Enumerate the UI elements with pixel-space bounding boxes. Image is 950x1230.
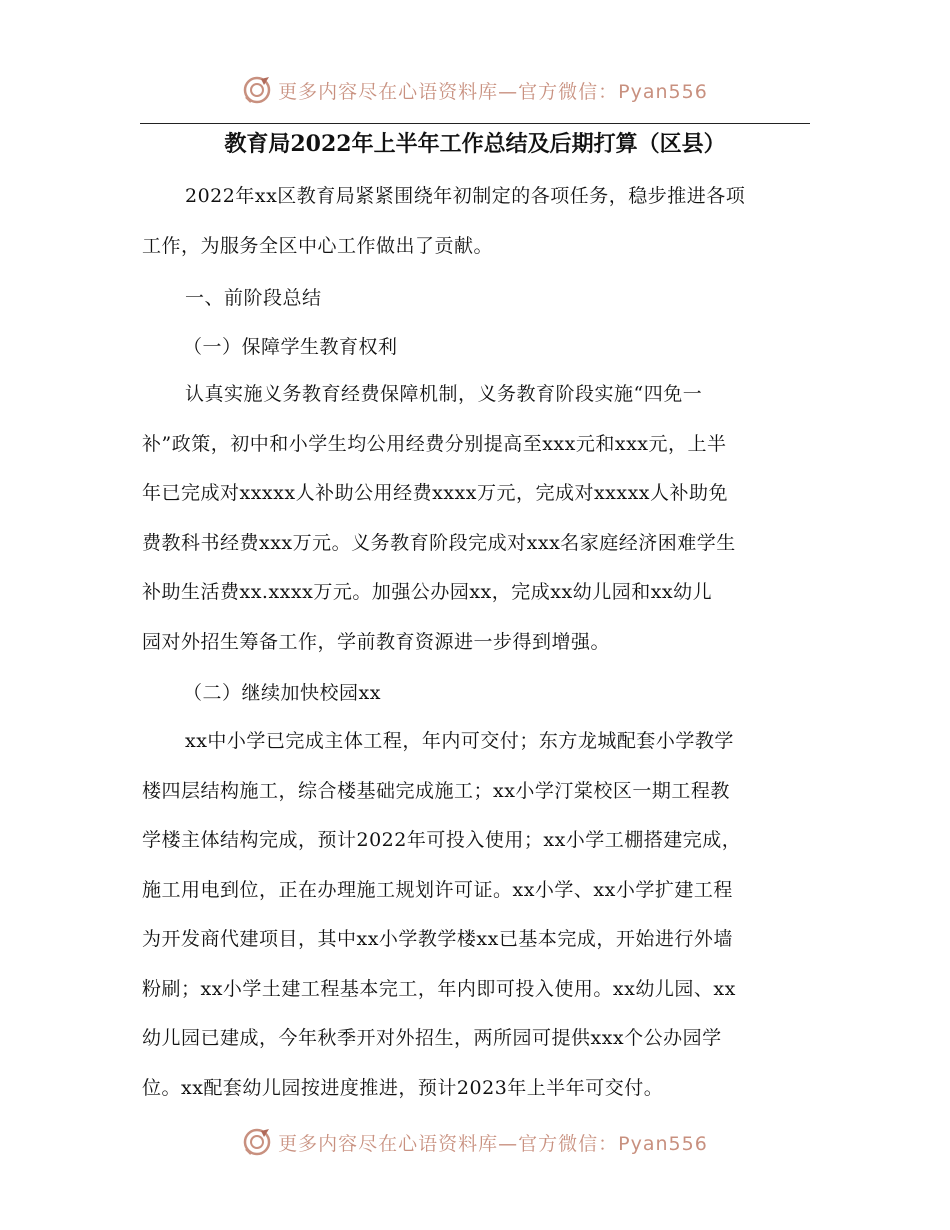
- footer-banner-text: 更多内容尽在心语资料库—官方微信：Pyan556: [278, 1132, 708, 1155]
- footer-banner: [0, 1122, 950, 1162]
- subsection-2-paragraph: [142, 717, 812, 1113]
- text-line: 工作，为服务全区中心工作做出了贡献。: [142, 234, 494, 257]
- text-line: 园对外招生筹备工作，学前教育资源进一步得到增强。: [142, 630, 611, 653]
- document-title: 教育局2022年上半年工作总结及后期打算（区县）: [224, 131, 726, 157]
- text-line: 位。xx配套幼儿园按进度推进，预计2023年上半年可交付。: [142, 1076, 664, 1099]
- header-banner-text: 更多内容尽在心语资料库—官方微信：Pyan556: [278, 80, 708, 103]
- text-line: 施工用电到位，正在办理施工规划许可证。xx小学、xx小学扩建工程: [142, 878, 733, 901]
- text-line: 费教科书经费xxx万元。义务教育阶段完成对xxx名家庭经济困难学生: [142, 531, 736, 554]
- subsection-heading: （一）保障学生教育权利: [183, 336, 398, 358]
- text-line: 补”政策，初中和小学生均公用经费分别提高至xxx元和xxx元，上半: [142, 432, 727, 455]
- text-line: 年已完成对xxxxx人补助公用经费xxxx万元，完成对xxxxx人补助免: [142, 482, 729, 504]
- text-line: xx中小学已完成主体工程，年内可交付；东方龙城配套小学教学: [185, 730, 734, 752]
- text-line: 幼儿园已建成，今年秋季开对外招生，两所园可提供xxx个公办园学: [142, 1027, 722, 1049]
- text-line: 补助生活费xx.xxxx万元。加强公办园xx，完成xx幼儿园和xx幼儿: [142, 581, 713, 603]
- section-heading: 一、前阶段总结: [185, 287, 322, 309]
- text-line: 粉刷；xx小学土建工程基本完工，年内即可投入使用。xx幼儿园、xx: [142, 977, 736, 1000]
- text-line: 为开发商代建项目，其中xx小学教学楼xx已基本完成，开始进行外墙: [142, 928, 733, 950]
- text-line: 楼四层结构施工，综合楼基础完成施工；xx小学汀棠校区一期工程教: [142, 779, 730, 802]
- text-line: 2022年xx区教育局紧紧围绕年初制定的各项任务，稳步推进各项: [185, 185, 746, 207]
- subsection-1-paragraph: [142, 370, 812, 667]
- intro-paragraph: [142, 172, 812, 271]
- text-line: 认真实施义务教育经费保障机制，义务教育阶段实施“四免一: [185, 383, 703, 405]
- brand-logo-icon: [242, 75, 272, 105]
- text-line: 学楼主体结构完成，预计2022年可投入使用；xx小学工棚搭建完成，: [142, 829, 742, 851]
- subsection-heading: （二）继续加快校园xx: [183, 682, 381, 704]
- brand-logo-icon: [242, 1127, 272, 1157]
- header-banner: [0, 70, 950, 110]
- header-rule: [140, 123, 810, 124]
